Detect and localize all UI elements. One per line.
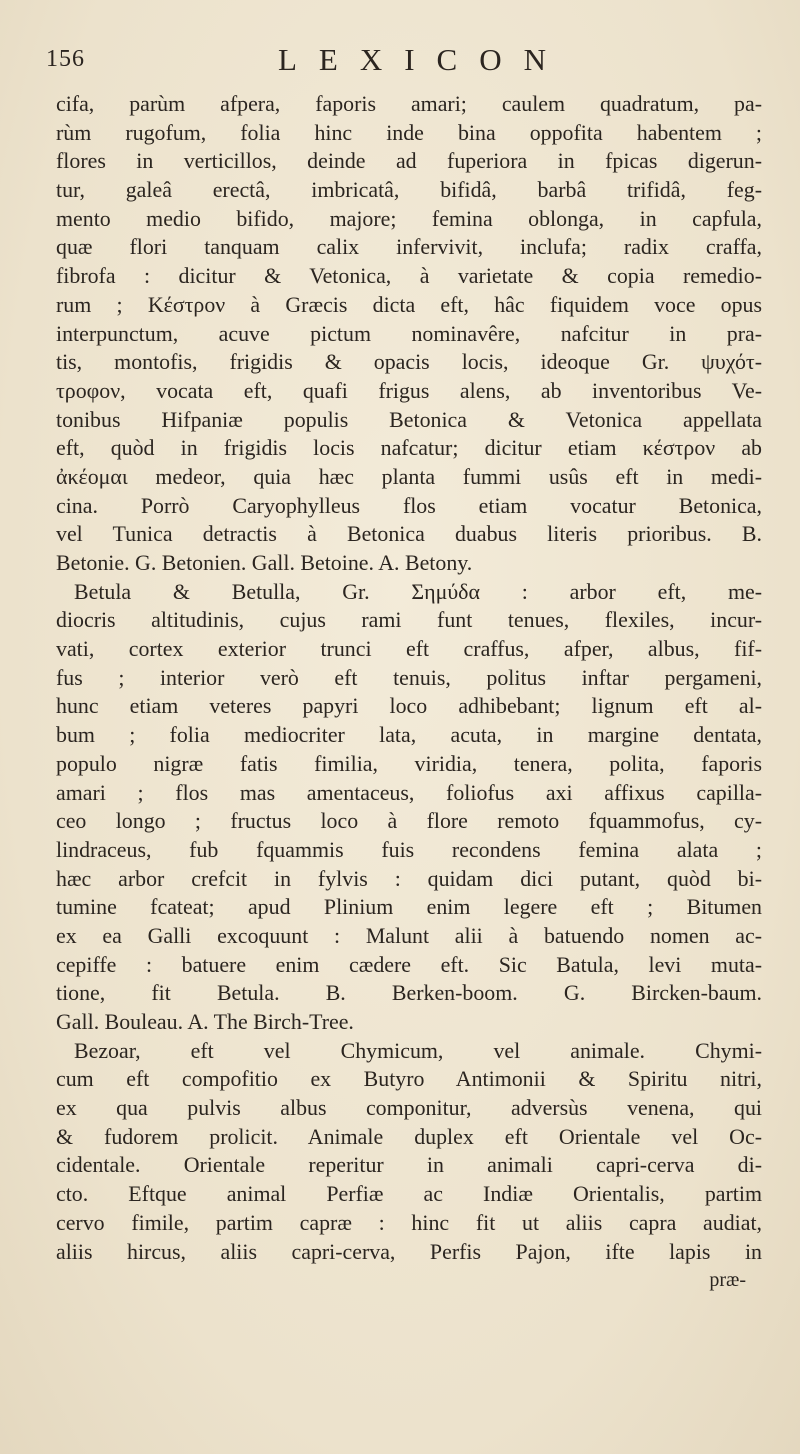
text-line: tione, fit Betula. B. Berken-boom. G. Bircken-baum.: [56, 980, 762, 1006]
text-line: Bezoar, eft vel Chymicum, vel animale. Chymi-: [74, 1037, 762, 1063]
text-line: diocris altitudinis, cujus rami funt tenues, flexiles, incur-: [56, 607, 762, 633]
text-line: eft, quòd in frigidis locis nafcatur; dicitur etiam κέστρον ab: [56, 435, 762, 461]
text-line: cepiffe : batuere enim cædere eft. Sic Batula, levi muta-: [56, 951, 762, 977]
text-line: flores in verticillos, deinde ad fuperiora in fpicas digerun-: [56, 148, 762, 174]
text-line: vel Tunica detractis à Betonica duabus literis prioribus. B.: [56, 521, 762, 547]
text-line: fibrofa : dicitur & Vetonica, à varietate & copia remedio-: [56, 263, 762, 289]
text-line: lindraceus, fub fquammis fuis recondens femina alata ;: [56, 836, 762, 862]
text-line: τροφον, vocata eft, quafi frigus alens, ab inventoribus Ve-: [56, 377, 762, 403]
text-line: vati, cortex exterior trunci eft craffus, afper, albus, fif-: [56, 636, 762, 662]
text-line: interpunctum, acuve pictum nominavêre, nafcitur in pra-: [56, 320, 762, 346]
text-line: cervo fimile, partim capræ : hinc fit ut aliis capra audiat,: [56, 1209, 762, 1235]
text-line: bum ; folia mediocriter lata, acuta, in margine dentata,: [56, 722, 762, 748]
text-line: quæ flori tanquam calix infervivit, inclufa; radix craffa,: [56, 234, 762, 260]
text-line: hunc etiam veteres papyri loco adhibebant; lignum eft al-: [56, 693, 762, 719]
text-line: tonibus Hifpaniæ populis Betonica & Vetonica appellata: [56, 406, 762, 432]
text-line: ex ea Galli excoquunt : Malunt alii à batuendo nomen ac-: [56, 922, 762, 948]
text-line: ἀκέομαι medeor, quia hæc planta fummi usûs eft in medi-: [56, 463, 762, 489]
text-line: populo nigræ fatis fimilia, viridia, tenera, polita, faporis: [56, 750, 762, 776]
page-number: 156: [46, 46, 85, 72]
running-title: LEXICON: [277, 42, 569, 77]
text-line: hæc arbor crefcit in fylvis : quidam dici putant, quòd bi-: [56, 865, 762, 891]
text-line: cto. Eftque animal Perfiæ ac Indiæ Orientalis, partim: [56, 1181, 762, 1207]
text-line: Betula & Betulla, Gr. Σημύδα : arbor eft, me-: [74, 578, 762, 604]
text-line: amari ; flos mas amentaceus, foliofus axi affixus capilla-: [56, 779, 762, 805]
text-line: tumine fcateat; apud Plinium enim legere eft ; Bitumen: [56, 894, 762, 920]
text-line: cifa, parùm afpera, faporis amari; caulem quadratum, pa-: [56, 91, 762, 116]
text-line: tur, galeâ erectâ, imbricatâ, bifidâ, barbâ trifidâ, feg-: [56, 177, 762, 203]
running-head: [46, 42, 760, 82]
catchword: præ-: [709, 1269, 746, 1292]
text-line: ex qua pulvis albus componitur, adversùs venena, qui: [56, 1095, 762, 1121]
text-line: cidentale. Orientale reperitur in animali capri-cerva di-: [56, 1152, 762, 1178]
text-line: cum eft compofitio ex Butyro Antimonii & Spiritu nitri,: [56, 1066, 762, 1092]
body-text: [56, 90, 762, 1295]
text-line: aliis hircus, aliis capri-cerva, Perfis Pajon, ifte lapis in: [56, 1238, 762, 1264]
text-line: Gall. Bouleau. A. The Birch-Tree.: [56, 1009, 354, 1034]
text-line: Betonie. G. Betonien. Gall. Betoine. A. Betony.: [56, 550, 473, 575]
text-line: rùm rugofum, folia hinc inde bina oppofita habentem ;: [56, 119, 762, 145]
text-line: cina. Porrò Caryophylleus flos etiam vocatur Betonica,: [56, 492, 762, 518]
text-line: tis, montofis, frigidis & opacis locis, ideoque Gr. ψυχότ-: [56, 349, 762, 375]
text-line: rum ; Κέστρον à Græcis dicta eft, hâc fiquidem voce opus: [56, 291, 762, 317]
text-line: mento medio bifido, majore; femina oblonga, in capfula,: [56, 205, 762, 231]
text-line: ceo longo ; fructus loco à flore remoto fquammofus, cy-: [56, 808, 762, 834]
text-line: & fudorem prolicit. Animale duplex eft Orientale vel Oc-: [56, 1123, 762, 1149]
text-line: fus ; interior verò eft tenuis, politus inftar pergameni,: [56, 664, 762, 690]
